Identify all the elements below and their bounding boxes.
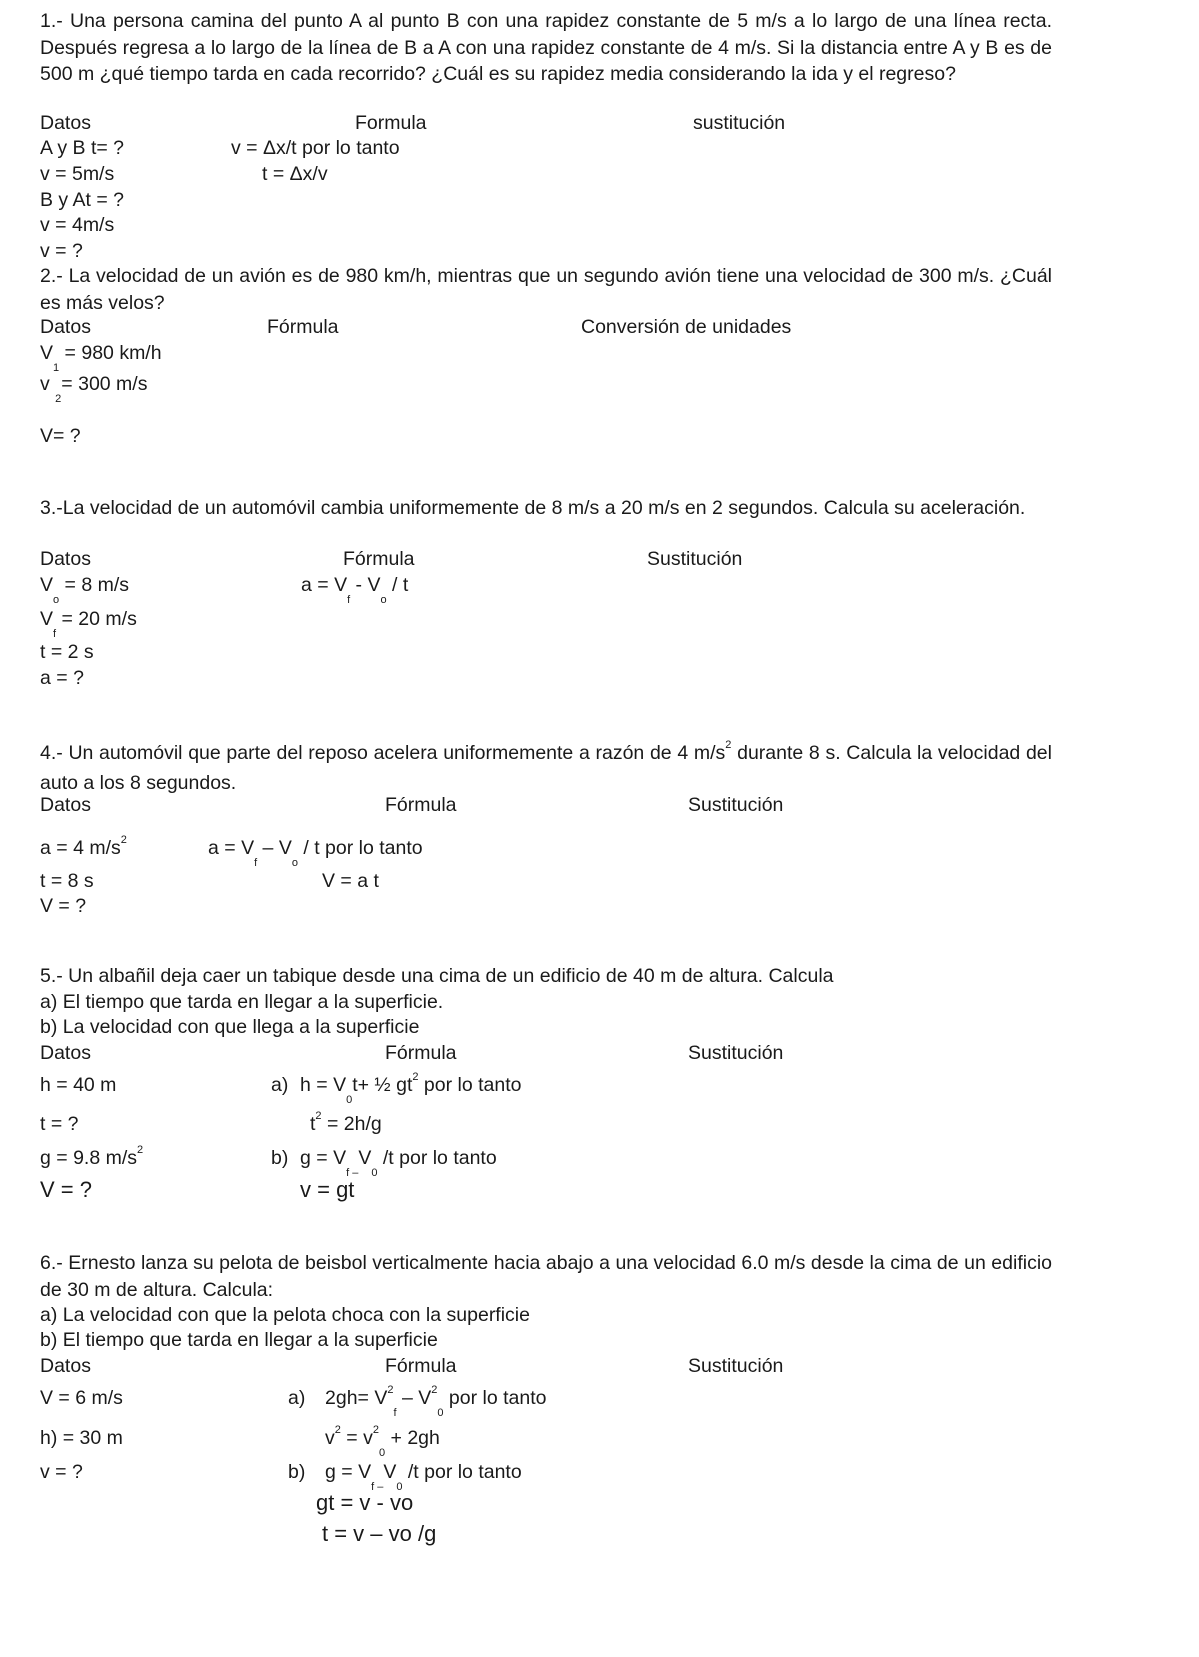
formula-header: Fórmula <box>385 1355 457 1377</box>
text: por lo tanto <box>418 1074 522 1096</box>
problem-2-statement: 2.- La velocidad de un avión es de 980 km/h, mientras que un segundo avión tiene una velocidad de 300 m/s. ¿Cuál es más velos? <box>40 265 1052 314</box>
formula-label: a) <box>288 1387 306 1409</box>
superscript: 2 <box>315 1110 322 1122</box>
datos-line: t = ? <box>40 1113 79 1135</box>
subscript: o <box>53 594 60 606</box>
formula-line: t = v – vo /g <box>322 1521 437 1546</box>
subscript: 0 <box>346 1094 353 1106</box>
problem-6-part-b: b) El tiempo que tarda en llegar a la superficie <box>40 1329 438 1351</box>
subscript: f <box>347 594 351 606</box>
text: = 980 km/h <box>59 342 162 364</box>
formula-line <box>325 1424 440 1459</box>
text: v <box>325 1427 335 1449</box>
datos-line <box>40 572 130 606</box>
sustitucion-header: Sustitución <box>688 1042 784 1064</box>
problem-6-part-a: a) La velocidad con que la pelota choca con la superficie <box>40 1304 530 1326</box>
conversion-header: Conversión de unidades <box>581 316 792 338</box>
problem-5-statement: 5.- Un albañil deja caer un tabique desde una cima de un edificio de 40 m de altura. Calcula <box>40 965 834 987</box>
formula-line <box>310 1111 382 1140</box>
formula-header: Fórmula <box>385 794 457 816</box>
subscript: f <box>393 1407 397 1419</box>
text: g = V <box>300 1147 347 1169</box>
superscript: 2 <box>334 1424 341 1436</box>
text: = 2h/g <box>321 1113 382 1135</box>
formula-label: b) <box>288 1461 306 1483</box>
formula-label: a) <box>271 1074 289 1096</box>
sustitucion-header: Sustitución <box>647 548 743 570</box>
text: a = V <box>208 837 255 859</box>
superscript: 2 <box>387 1384 394 1396</box>
formula-line: v = Δx/t por lo tanto <box>231 137 400 159</box>
datos-line: v = 5m/s <box>40 163 115 185</box>
datos-line: v = 4m/s <box>40 214 115 236</box>
datos-line: V = 6 m/s <box>40 1387 123 1409</box>
subscript: 1 <box>53 362 60 374</box>
formula-line: t = Δx/v <box>262 163 328 185</box>
datos-line: B y At = ? <box>40 189 125 211</box>
formula-label: b) <box>271 1147 289 1169</box>
subscript: f – <box>371 1481 384 1493</box>
subscript: o <box>291 857 298 869</box>
problem-6-statement: 6.- Ernesto lanza su pelota de beisbol verticalmente hacia abajo a una velocidad 6.0 m/s desde la cima de un edificio de 30 m de altura. Calcula: <box>40 1252 1052 1301</box>
text: v <box>40 373 56 395</box>
subscript: 0 <box>371 1167 378 1179</box>
text: V <box>358 1147 372 1169</box>
superscript: 2 <box>412 1071 419 1083</box>
formula-line <box>208 835 423 869</box>
formula-line <box>300 1145 497 1179</box>
datos-line <box>40 1145 143 1174</box>
problem-4-statement <box>40 740 1052 796</box>
text: g = 9.8 m/s <box>40 1147 138 1169</box>
text: t <box>310 1113 316 1135</box>
subscript: 0 <box>396 1481 403 1493</box>
formula-header: Formula <box>355 112 427 134</box>
text: – V <box>257 837 292 859</box>
datos-line: V= ? <box>40 425 81 447</box>
formula-line: V = a t <box>322 870 379 892</box>
text: + 2gh <box>385 1427 440 1449</box>
text: / t por lo tanto <box>297 837 423 859</box>
text: = 8 m/s <box>59 574 130 596</box>
text: - V <box>350 574 381 596</box>
subscript: o <box>380 594 387 606</box>
text: /t por lo tanto <box>377 1147 497 1169</box>
text: V <box>40 608 54 630</box>
text: = v <box>340 1427 373 1449</box>
subscript: f <box>53 628 57 640</box>
formula-header: Fórmula <box>385 1042 457 1064</box>
subscript: f – <box>346 1167 359 1179</box>
superscript: 2 <box>431 1384 438 1396</box>
datos-header: Datos <box>40 1042 91 1064</box>
datos-header: Datos <box>40 794 91 816</box>
subscript: 0 <box>378 1447 386 1459</box>
problem-3-statement: 3.-La velocidad de un automóvil cambia uniformemente de 8 m/s a 20 m/s en 2 segundos. Calcula su aceleración. <box>40 497 1026 519</box>
text: g = V <box>325 1461 372 1483</box>
formula-header: Fórmula <box>343 548 415 570</box>
datos-line: h = 40 m <box>40 1074 117 1096</box>
text: por lo tanto <box>443 1387 547 1409</box>
formula-line <box>325 1459 522 1493</box>
subscript: 0 <box>437 1407 444 1419</box>
text: V <box>383 1461 397 1483</box>
datos-line: v = ? <box>40 240 83 262</box>
formula-line <box>301 572 409 606</box>
datos-line: h) = 30 m <box>40 1427 123 1449</box>
text: – V <box>396 1387 432 1409</box>
datos-line <box>40 371 148 405</box>
problem-5-part-b: b) La velocidad con que llega a la superficie <box>40 1016 420 1038</box>
datos-header: Datos <box>40 316 91 338</box>
formula-line <box>300 1071 522 1106</box>
text: /t por lo tanto <box>402 1461 522 1483</box>
subscript: f <box>254 857 258 869</box>
text: = 20 m/s <box>56 608 137 630</box>
text: V <box>40 342 54 364</box>
superscript: 2 <box>120 834 127 846</box>
datos-line: t = 8 s <box>40 870 94 892</box>
formula-header: Fórmula <box>267 316 339 338</box>
text: = 300 m/s <box>61 373 148 395</box>
datos-line <box>40 340 162 374</box>
sustitucion-header: Sustitución <box>688 1355 784 1377</box>
superscript: 2 <box>725 739 732 751</box>
subscript: 2 <box>55 393 62 405</box>
problem-5-part-a: a) El tiempo que tarda en llegar a la superficie. <box>40 991 444 1013</box>
superscript: 2 <box>137 1144 144 1156</box>
datos-header: Datos <box>40 548 91 570</box>
datos-line: a = ? <box>40 667 84 689</box>
text: / t <box>386 574 409 596</box>
datos-line: A y B t= ? <box>40 137 125 159</box>
datos-line: V = ? <box>40 1177 92 1202</box>
sustitucion-header: sustitución <box>693 112 786 134</box>
text: durante 8 s. Calcula la velocidad del auto a los 8 segundos. <box>40 742 1052 794</box>
sustitucion-header: Sustitución <box>688 794 784 816</box>
datos-line: t = 2 s <box>40 641 94 663</box>
superscript: 2 <box>372 1424 379 1436</box>
datos-line <box>40 606 137 640</box>
datos-header: Datos <box>40 112 91 134</box>
formula-line: gt = v - vo <box>316 1490 414 1515</box>
formula-line <box>325 1384 547 1419</box>
datos-header: Datos <box>40 1355 91 1377</box>
formula-line: v = gt <box>300 1177 355 1202</box>
text: 2gh= V <box>325 1387 388 1409</box>
text: t+ ½ gt <box>352 1074 413 1096</box>
problem-1-statement: 1.- Una persona camina del punto A al punto B con una rapidez constante de 5 m/s a lo largo de una línea recta. Después regresa a lo largo de la línea de B a A con una rapidez constante de 4 m/s. Si la distancia entre A y B es de 500 m ¿qué tiempo tarda en cada recorrido? ¿Cuál es su rapidez media considerando la ida y el regreso? <box>40 10 1052 85</box>
datos-line <box>40 835 127 864</box>
text: h = V <box>300 1074 347 1096</box>
datos-line: v = ? <box>40 1461 83 1483</box>
text: a = 4 m/s <box>40 837 121 859</box>
text: 4.- Un automóvil que parte del reposo acelera uniformemente a razón de 4 m/s <box>40 742 726 764</box>
text: a = V <box>301 574 348 596</box>
text: V <box>40 574 54 596</box>
datos-line: V = ? <box>40 895 87 917</box>
